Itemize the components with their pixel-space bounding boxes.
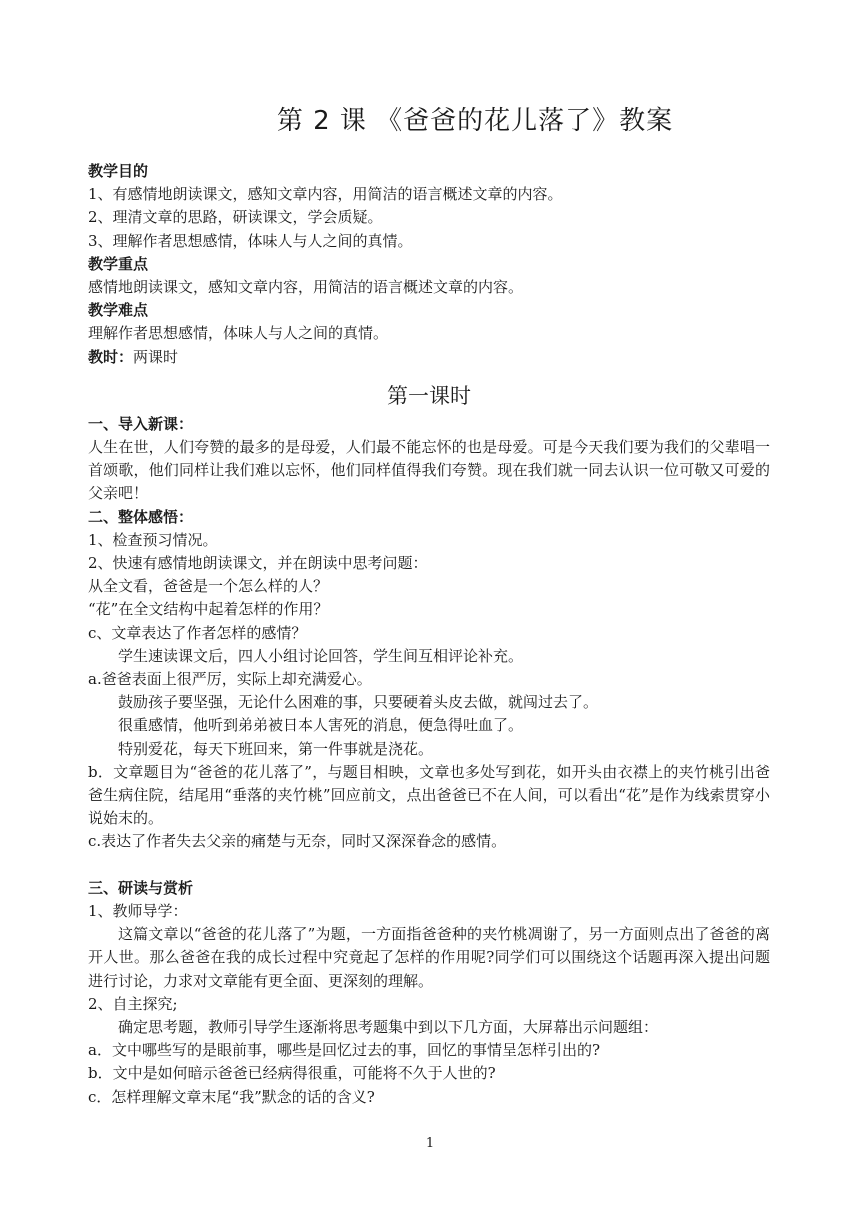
explore-label: 2、自主探究; [88, 994, 178, 1013]
objective-item: 3、理解作者思想感情，体味人与人之间的真情。 [88, 231, 413, 250]
key-points-text: 感情地朗读课文，感知文章内容，用简洁的语言概述文章的内容。 [88, 278, 524, 297]
difficulties-text: 理解作者思想感情，体味人与人之间的真情。 [88, 324, 389, 343]
answer-a: a.爸爸表面上很严厉，实际上却充满爱心。 [88, 670, 372, 689]
answer-a-detail: 特别爱花，每天下班回来，第一件事就是浇花。 [118, 739, 434, 758]
class-hours [88, 346, 770, 369]
overall-question: “花”在全文结构中起着怎样的作用？ [88, 600, 329, 619]
answer-a-detail: 鼓励孩子要坚强，无论什么困难的事，只要硬着头皮去做，就闯过去了。 [118, 693, 599, 712]
document-body [88, 160, 770, 1109]
objective-item: 2、理清文章的思路，研读课文，学会质疑。 [88, 208, 383, 227]
difficulties-heading: 教学难点 [88, 301, 149, 320]
guide-label: 1、教师导学： [88, 901, 188, 920]
spacer [88, 854, 770, 877]
objectives-heading: 教学目的 [88, 162, 149, 180]
explore-text: 确定思考题，教师引导学生逐渐将思考题集中到以下几方面，大屏幕出示问题组： [118, 1017, 659, 1036]
discussion-text: 学生速读课文后，四人小组讨论回答，学生间互相评论补充。 [118, 646, 524, 665]
page-number: 1 [425, 1136, 435, 1151]
overall-heading: 二、整体感悟： [88, 507, 194, 526]
answer-c: c.表达了作者失去父亲的痛楚与无奈，同时又深深眷念的感情。 [88, 832, 507, 851]
overall-question: 从全文看，爸爸是一个怎么样的人？ [88, 577, 329, 596]
answer-a-detail: 很重感情，他听到弟弟被日本人害死的消息，便急得吐血了。 [118, 716, 524, 735]
guide-text: 这篇文章以“爸爸的花儿落了”为题，一方面指爸爸种的夹竹桃凋谢了，另一方面则点出了爸爸的离开人世。那么爸爸在我的成长过程中究竟起了怎样的作用呢?同学们可以围绕这个话题再深入提出问题进行讨论，力求对文章能有更全面、更深刻的理解。 [88, 925, 770, 990]
objective-item: 1、有感情地朗读课文，感知文章内容，用简洁的语言概述文章的内容。 [88, 185, 563, 204]
key-points-heading: 教学重点 [88, 254, 149, 273]
page-title: 第 2 课 《爸爸的花儿落了》教案 [276, 106, 674, 136]
study-heading: 三、研读与赏析 [88, 878, 194, 897]
study-question: a．文中哪些写的是眼前事，哪些是回忆过去的事，回忆的事情呈怎样引出的? [88, 1041, 600, 1060]
overall-question: c、文章表达了作者怎样的感情？ [88, 623, 307, 642]
class-hours-value: 两课时 [133, 347, 179, 366]
intro-heading: 一、导入新课： [88, 414, 194, 433]
class-hours-label: 教时： [88, 347, 134, 366]
study-question: b．文中是如何暗示爸爸已经病得很重，可能将不久于人世的? [88, 1064, 496, 1083]
answer-b: b．文章题目为“爸爸的花儿落了”，与题目相映，文章也多处写到花，如开头由衣襟上的夹竹桃引出爸爸生病住院，结尾用“垂落的夹竹桃”回应前文，点出爸爸已不在人间，可以看出“花”是作为线索贯穿小说始末的。 [88, 762, 770, 828]
intro-text: 人生在世，人们夸赞的最多的是母爱，人们最不能忘怀的也是母爱。可是今天我们要为我们的父辈唱一首颂歌，他们同样让我们难以忘怀，他们同样值得我们夸赞。现在我们就一同去认识一位可敬又可爱的父亲吧！ [88, 438, 770, 503]
lesson-one-heading: 第一课时 [387, 383, 471, 408]
overall-step: 2、快速有感情地朗读课文，并在朗读中思考问题： [88, 554, 428, 573]
overall-step: 1、检查预习情况。 [88, 530, 218, 549]
study-question: c．怎样理解文章末尾“我”默念的话的含义? [88, 1087, 375, 1106]
